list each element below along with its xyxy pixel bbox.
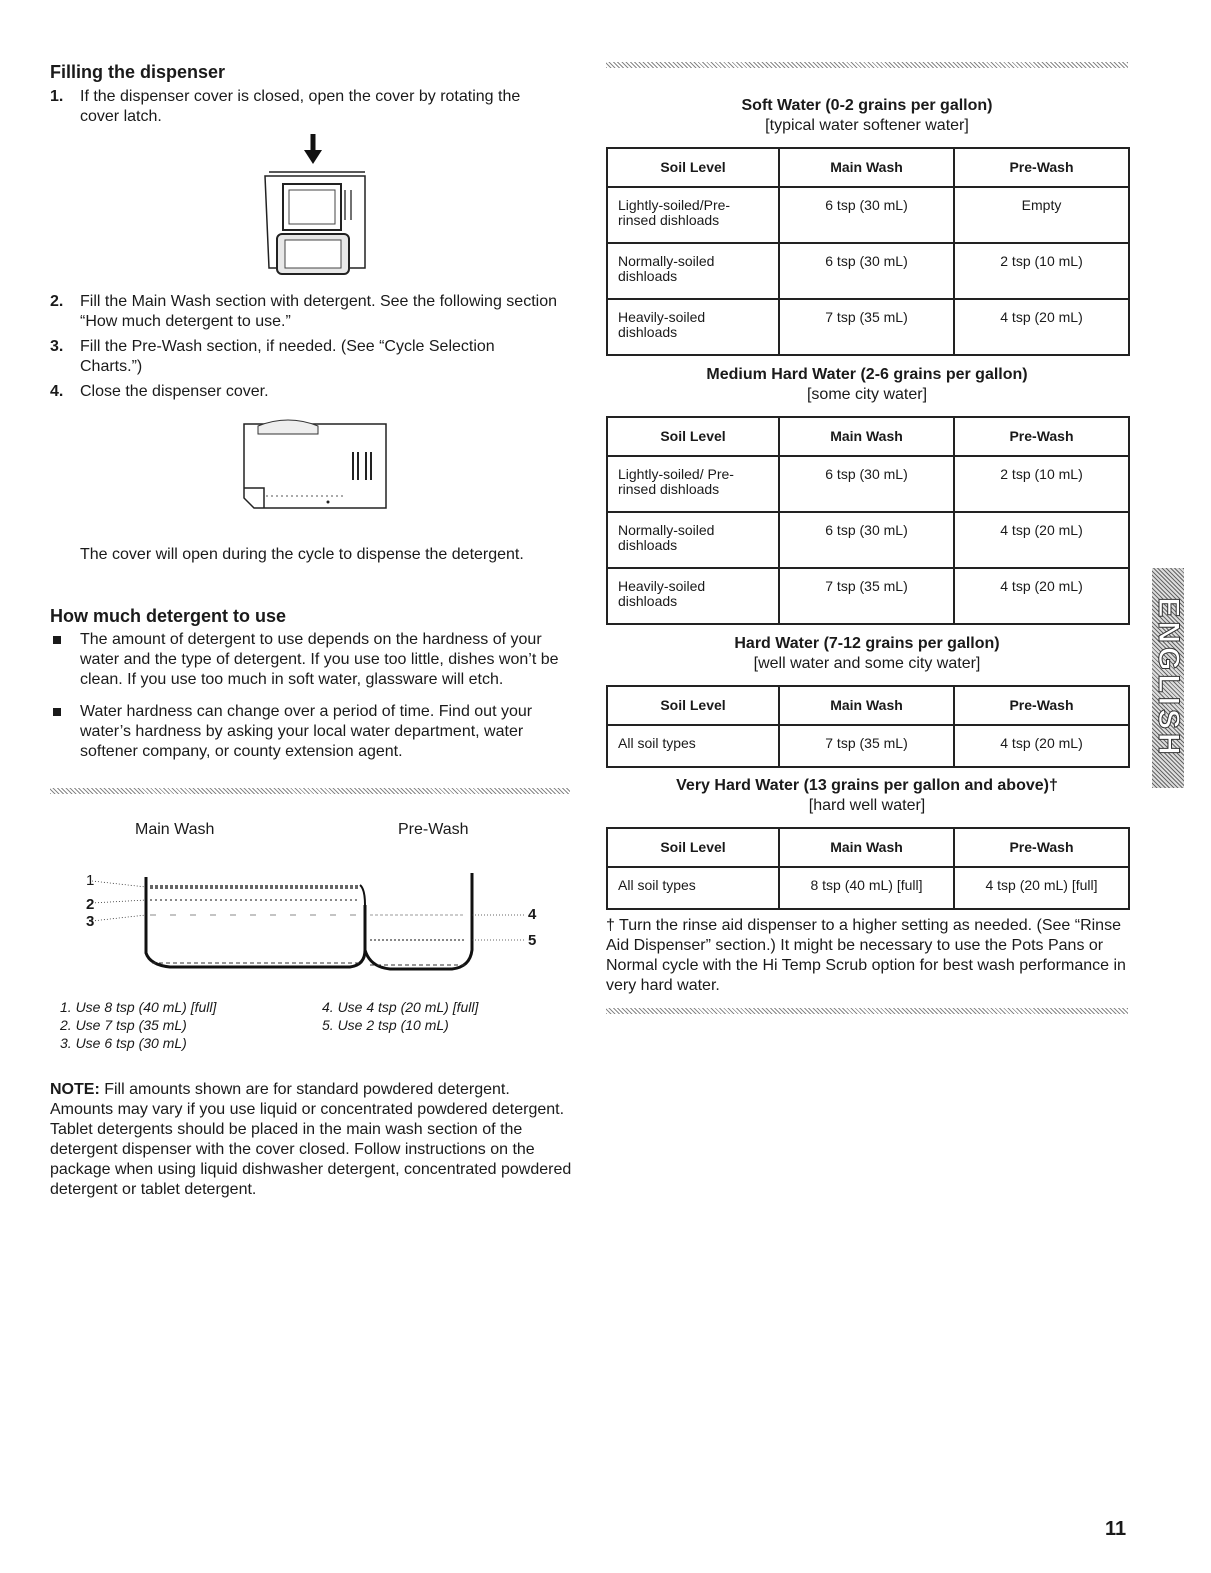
very-hard-water-table [606,827,1130,910]
table-header-row: Soil Level Main Wash Pre-Wash [607,148,1129,187]
left-divider [50,788,570,794]
legend-right: 4. Use 4 tsp (20 mL) [full] 5. Use 2 tsp (10 mL) [322,999,479,1033]
language-side-tab: ENGLISH [1152,568,1184,788]
soft-water-table [606,147,1130,356]
diagram-main-label: Main Wash [135,821,215,838]
diagram-pre-label: Pre-Wash [398,821,469,838]
table-row: All soil types 7 tsp (35 mL) 4 tsp (20 mL) [607,725,1129,767]
table-row: All soil types 8 tsp (40 mL) [full] 4 tsp (20 mL) [full] [607,867,1129,909]
table-header-row: Soil Level Main Wash Pre-Wash [607,828,1129,867]
table-header-row: Soil Level Main Wash Pre-Wash [607,417,1129,456]
note-paragraph: NOTE: Fill amounts shown are for standard powdered detergent. Amounts may vary if you use liquid or concentrated powdered detergent. Tablet detergents should be placed in the main wash section of the detergent dispenser with the cover closed. Follow instructions on the package when using liquid dishwasher detergent, concentrated powdered detergent or tablet detergent. [50,1081,572,1198]
table-row: Normally-soiled dishloads 6 tsp (30 mL) 2 tsp (10 mL) [607,243,1129,299]
detergent-cup-diagram [80,865,550,980]
step-1: 1. If the dispenser cover is closed, open the cover by rotating the cover latch. [50,88,521,125]
callout-2: 2 [86,896,95,913]
hard-water-caption: Hard Water (7-12 grains per gallon) [well water and some city water] [734,635,1000,672]
how-much-title: How much detergent to use [50,606,287,626]
page-number: 11 [1105,1518,1127,1540]
right-divider-bottom [606,1008,1128,1014]
step-4: 4. Close the dispenser cover. [50,383,269,400]
step-2: 2. Fill the Main Wash section with detergent. See the following section “How much detergent to use.” [50,293,557,330]
callout-5: 5 [528,932,537,949]
soft-water-caption: Soft Water (0-2 grains per gallon) [typical water softener water] [741,97,993,134]
legend-left: 1. Use 8 tsp (40 mL) [full] 2. Use 7 tsp (35 mL) 3. Use 6 tsp (30 mL) [60,999,217,1051]
table-row: Lightly-soiled/Pre-rinsed dishloads 6 tsp (30 mL) Empty [607,187,1129,243]
table-row: Heavily-soiled dishloads 7 tsp (35 mL) 4 tsp (20 mL) [607,568,1129,624]
table-header-row: Soil Level Main Wash Pre-Wash [607,686,1129,725]
cover-note: The cover will open during the cycle to dispense the detergent. [80,546,524,563]
table-row: Heavily-soiled dishloads 7 tsp (35 mL) 4 tsp (20 mL) [607,299,1129,355]
callout-4: 4 [528,906,537,923]
bullet-square-icon [53,636,61,644]
how-much-bullets [50,630,565,774]
bullet-square-icon [53,708,61,716]
medium-water-table [606,416,1130,625]
filling-steps-a [50,87,560,132]
callout-3: 3 [86,913,95,930]
bullet-2: Water hardness can change over a period of time. Find out your water’s hardness by asking your local water department, water softener company, or county extension agent. [50,702,565,762]
right-divider-top [606,62,1128,68]
medium-water-caption: Medium Hard Water (2-6 grains per gallon) [some city water] [706,366,1028,403]
filling-title: Filling the dispenser [50,62,226,82]
table-row: Lightly-soiled/ Pre-rinsed dishloads 6 tsp (30 mL) 2 tsp (10 mL) [607,456,1129,512]
dispenser-closed-illustration [238,410,398,530]
bullet-1: The amount of detergent to use depends on the hardness of your water and the type of detergent. If you use too little, dishes won’t be clean. If you use too much in soft water, glassware will etch. [50,630,565,690]
hard-water-table [606,685,1130,768]
very-hard-water-caption: Very Hard Water (13 grains per gallon and above)† [hard well water] [676,777,1058,814]
callout-1: 1 [86,872,95,889]
footnote: † Turn the rinse aid dispenser to a higher setting as needed. (See “Rinse Aid Dispenser” section.) It might be necessary to use the Pots Pans or Normal cycle with the Hi Temp Scrub option for best wash performance in very hard water. [606,917,1126,994]
filling-steps-b [50,292,560,407]
table-row: Normally-soiled dishloads 6 tsp (30 mL) 4 tsp (20 mL) [607,512,1129,568]
dispenser-open-illustration [255,132,375,282]
step-3: 3. Fill the Pre-Wash section, if needed. (See “Cycle Selection Charts.”) [50,338,495,375]
